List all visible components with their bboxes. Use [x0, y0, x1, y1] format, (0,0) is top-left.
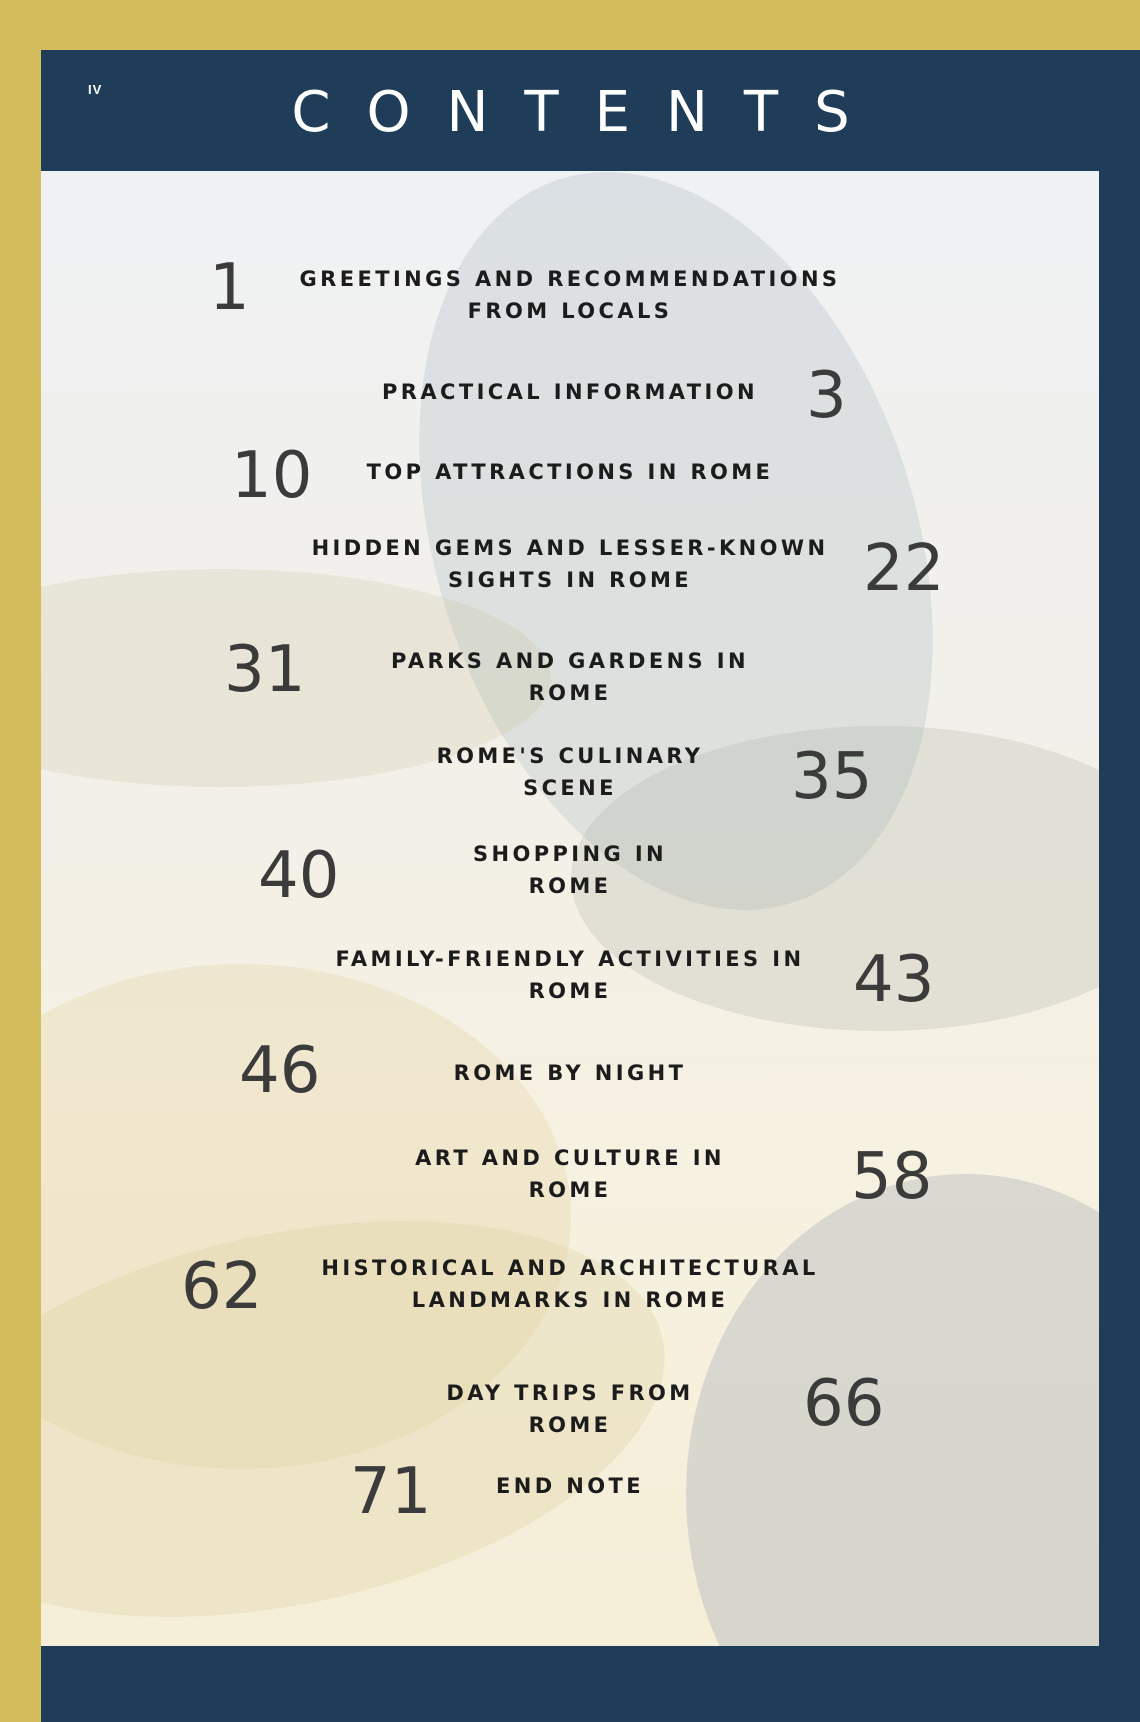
toc-entry-title: HIDDEN GEMS AND LESSER-KNOWN SIGHTS IN ROME	[311, 536, 829, 592]
toc-entry-page-number: 10	[231, 439, 313, 513]
toc-entry-title: HISTORICAL AND ARCHITECTURAL LANDMARKS IN ROME	[321, 1256, 819, 1312]
toc-entry-page-number: 40	[258, 839, 340, 913]
toc-entry-page-number: 22	[863, 532, 945, 606]
toc-entry-title: DAY TRIPS FROM ROME	[446, 1381, 694, 1437]
toc-entry-page-number: 3	[806, 359, 847, 433]
page-title: CONTENTS	[291, 80, 886, 145]
toc-entry-title: TOP ATTRACTIONS IN ROME	[366, 460, 774, 484]
page-number: IV	[88, 82, 103, 97]
toc-entry-page-number: 71	[350, 1455, 432, 1529]
toc-entry-title: FAMILY-FRIENDLY ACTIVITIES IN ROME	[335, 947, 805, 1003]
toc-entry-page-number: 1	[209, 251, 250, 325]
toc-entry-page-number: 46	[239, 1034, 321, 1108]
toc-entry-title: PARKS AND GARDENS IN ROME	[390, 649, 749, 705]
toc-entry-title: GREETINGS AND RECOMMENDATIONS FROM LOCALS	[299, 267, 841, 323]
toc-entry-page-number: 43	[853, 943, 935, 1017]
toc-entry-page-number: 66	[803, 1367, 885, 1441]
toc-entry-title: ROME'S CULINARY SCENE	[436, 744, 704, 800]
toc-entry-title: SHOPPING IN ROME	[472, 842, 668, 898]
toc-entry-page-number: 35	[791, 740, 873, 814]
table-of-contents	[41, 171, 1099, 1646]
toc-entry-page-number: 58	[851, 1140, 933, 1214]
toc-entry-page-number: 31	[224, 633, 306, 707]
toc-entry-title: END NOTE	[496, 1474, 644, 1498]
toc-entry-page-number: 62	[181, 1250, 263, 1324]
toc-entry-title: ROME BY NIGHT	[453, 1061, 687, 1085]
contents-panel	[41, 171, 1099, 1646]
toc-entry-title: ART AND CULTURE IN ROME	[415, 1146, 725, 1202]
toc-entry-title: PRACTICAL INFORMATION	[382, 380, 758, 404]
